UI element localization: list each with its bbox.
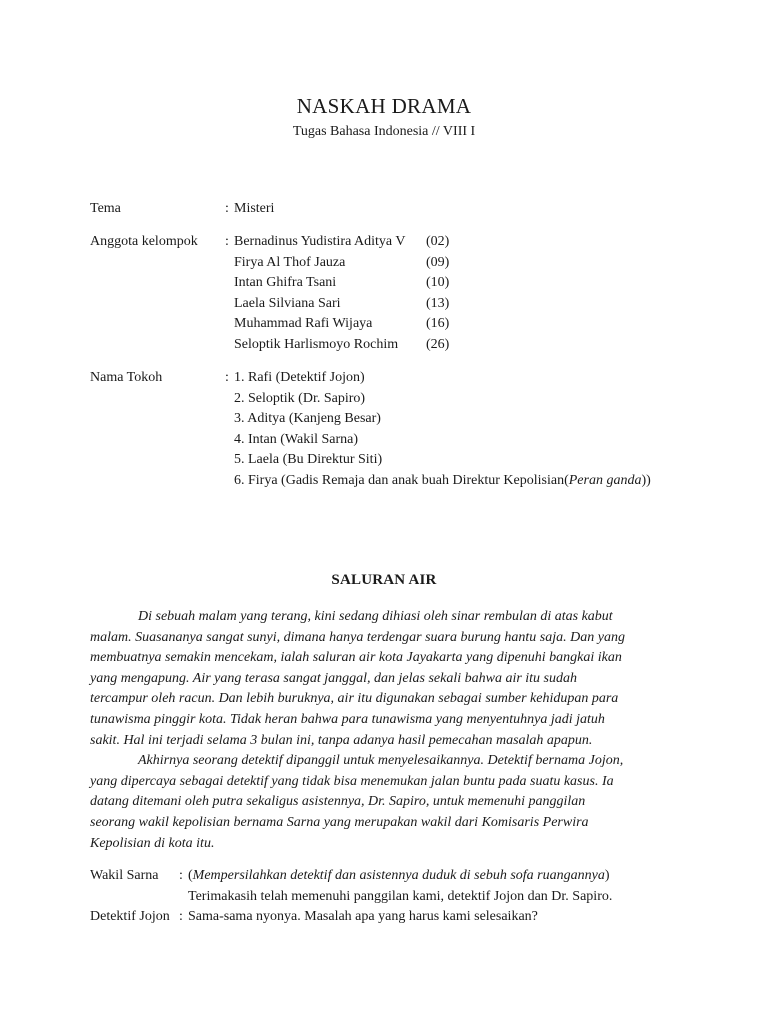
member-name: Seloptik Harlismoyo Rochim — [234, 336, 399, 352]
paragraph-line: datang ditemani oleh putra sekaligus asistennya, Dr. Sapiro, untuk memenuhi panggilan — [90, 794, 586, 810]
member-item — [234, 253, 450, 274]
colon: : — [225, 234, 229, 249]
document-subtitle: Tugas Bahasa Indonesia // VIII I — [292, 124, 476, 139]
tokoh-label: Nama Tokoh — [90, 370, 163, 385]
character-item: 5. Laela (Bu Direktur Siti) — [234, 452, 383, 468]
paragraph-line: Di sebuah malam yang terang, kini sedang dihiasi oleh sinar rembulan di atas kabut — [138, 609, 613, 624]
member-item — [234, 335, 450, 356]
paragraph-line: malam. Suasananya sangat sunyi, dimana hanya terdengar suara burung hantu saja. Dan yang — [90, 629, 625, 645]
character-item: 1. Rafi (Detektif Jojon) — [234, 370, 365, 385]
paragraph-line: seorang wakil kepolisian bernama Sarna yang merupakan wakil dari Komisaris Perwira — [90, 814, 589, 830]
paragraph-line: sakit. Hal ini terjadi selama 3 bulan ini, tanpa adanya hasil pemecahan masalah apapun. — [90, 732, 593, 748]
paren-close: ) — [604, 868, 610, 883]
member-number: (10) — [426, 275, 450, 291]
character-item — [234, 471, 651, 492]
story-title: SALURAN AIR — [331, 572, 437, 588]
tema-label: Tema — [90, 201, 121, 216]
speech-text: Terimakasih telah memenuhi panggilan kami, detektif Jojon dan Dr. Sapiro. — [188, 888, 613, 904]
member-item — [234, 273, 450, 294]
paragraph-line: yang mengapung. Air yang terasa sangat janggal, dan jelas sekali bahwa air itu sudah — [90, 670, 578, 686]
speaker-name: Detektif Jojon — [90, 909, 170, 925]
colon: : — [225, 201, 229, 216]
character-text: 6. Firya (Gadis Remaja dan anak buah Direktur Kepolisian( — [234, 472, 569, 488]
role-note: Peran ganda — [568, 472, 642, 488]
stage-direction — [188, 866, 610, 887]
paren-open: ( — [188, 868, 193, 883]
document-title: NASKAH DRAMA — [296, 94, 472, 118]
character-item: 3. Aditya (Kanjeng Besar) — [234, 411, 381, 427]
character-text-end: )) — [641, 472, 651, 488]
stage-direction-text: Mempersilahkan detektif dan asistennya duduk di sebuh sofa ruangannya — [192, 868, 605, 883]
member-item — [234, 294, 450, 315]
anggota-label: Anggota kelompok — [90, 234, 198, 249]
speech-text: Sama-sama nyonya. Masalah apa yang harus kami selesaikan? — [188, 909, 538, 925]
story-paragraph — [90, 607, 680, 854]
member-item — [234, 314, 450, 335]
member-item — [234, 232, 450, 253]
paragraph-line: tunawisma pinggir kota. Tidak heran bahwa para tunawisma yang menyentuhnya jadi jatuh — [90, 711, 605, 727]
member-number: (16) — [426, 316, 450, 332]
speaker-name: Wakil Sarna — [90, 868, 159, 883]
speaker-separator: : — [179, 909, 183, 925]
member-name: Intan Ghifra Tsani — [234, 275, 337, 291]
member-number: (09) — [426, 254, 450, 270]
member-number: (26) — [426, 336, 450, 352]
member-name: Bernadinus Yudistira Aditya V — [234, 234, 406, 249]
paragraph-line: yang dipercaya sebagai detektif yang tidak bisa menemukan jalan buntu pada suatu kasus. Ia — [90, 773, 614, 789]
character-item: 4. Intan (Wakil Sarna) — [234, 431, 359, 447]
member-name: Muhammad Rafi Wijaya — [234, 316, 373, 332]
colon: : — [225, 370, 229, 385]
paragraph-line: tercampur oleh racun. Dan lebih buruknya, air itu digunakan sebagai sumber kehidupan para — [90, 691, 619, 707]
paragraph-line: Kepolisian di kota itu. — [90, 835, 215, 851]
member-name: Firya Al Thof Jauza — [234, 254, 346, 270]
paragraph-line: Akhirnya seorang detektif dipanggil untuk menyelesaikannya. Detektif bernama Jojon, — [138, 753, 624, 769]
paragraph-line: membuatnya semakin mencekam, ialah saluran air kota Jayakarta yang dipenuhi bangkai ikan — [90, 650, 622, 666]
member-number: (02) — [426, 234, 450, 249]
speaker-separator: : — [179, 868, 183, 883]
character-item: 2. Seloptik (Dr. Sapiro) — [234, 390, 366, 406]
member-name: Laela Silviana Sari — [234, 295, 341, 311]
tema-value: Misteri — [234, 201, 275, 216]
member-number: (13) — [426, 295, 450, 311]
